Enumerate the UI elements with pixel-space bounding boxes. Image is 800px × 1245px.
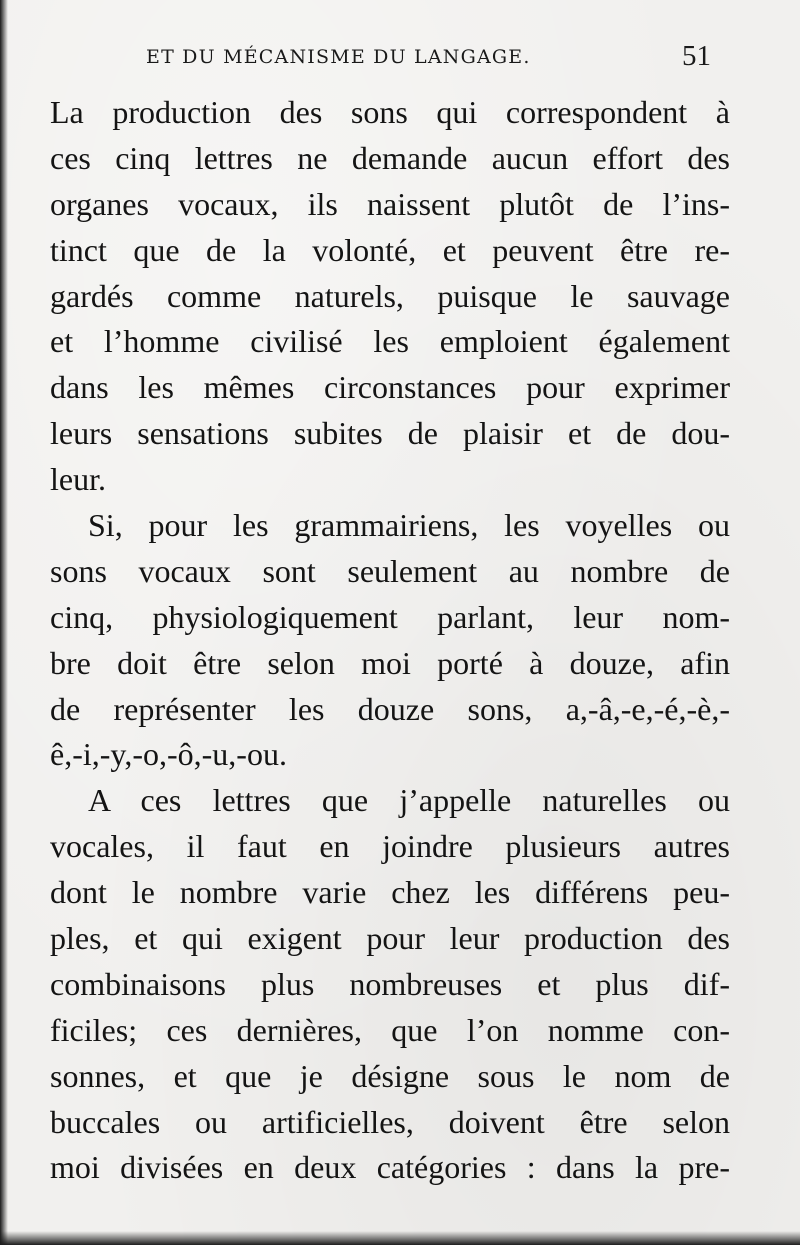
text-line: organes vocaux, ils naissent plutôt de l’ins- — [50, 185, 730, 222]
text-line: ficiles; ces dernières, que l’on nomme con- — [50, 1011, 730, 1048]
text-line: La production des sons qui correspondent à — [50, 94, 730, 130]
text-line: Si, pour les grammairiens, les voyelles ou — [88, 507, 730, 544]
body-text — [50, 90, 730, 1191]
text-line: et l’homme civilisé les emploient également — [50, 323, 730, 360]
running-head: ET DU MÉCANISME DU LANGAGE. — [146, 46, 531, 68]
text-line: leur. — [50, 461, 106, 498]
text-line: leurs sensations subites de plaisir et de dou- — [50, 415, 730, 452]
text-line: ê,-i,-y,-o,-ô,-u,-ou. — [50, 736, 287, 773]
text-line: buccales ou artificielles, doivent être selon — [50, 1103, 730, 1140]
page-number: 51 — [682, 40, 711, 72]
text-line: moi divisées en deux catégories : dans la pre- — [50, 1149, 730, 1186]
text-line: sons vocaux sont seulement au nombre de — [50, 552, 730, 589]
text-line: A ces lettres que j’appelle naturelles ou — [88, 782, 730, 819]
page-shadow-left — [0, 0, 8, 1245]
text-line: sonnes, et que je désigne sous le nom de — [50, 1057, 730, 1094]
text-line: de représenter les douze sons, a,-â,-e,-é,-è,- — [50, 690, 730, 727]
text-line: gardés comme naturels, puisque le sauvage — [50, 277, 730, 314]
text-line: dans les mêmes circonstances pour exprimer — [50, 369, 730, 406]
text-line: ples, et qui exigent pour leur production des — [50, 920, 730, 957]
text-line: dont le nombre varie chez les différens peu- — [50, 874, 730, 911]
text-line: combinaisons plus nombreuses et plus dif- — [50, 965, 730, 1002]
text-line: ces cinq lettres ne demande aucun effort des — [50, 139, 730, 176]
text-line: tinct que de la volonté, et peuvent être re- — [50, 231, 730, 268]
text-line: vocales, il faut en joindre plusieurs autres — [50, 828, 730, 865]
text-line: cinq, physiologiquement parlant, leur nom- — [50, 598, 730, 635]
text-line: bre doit être selon moi porté à douze, afin — [50, 644, 730, 681]
page-shadow-bottom — [0, 1231, 800, 1245]
